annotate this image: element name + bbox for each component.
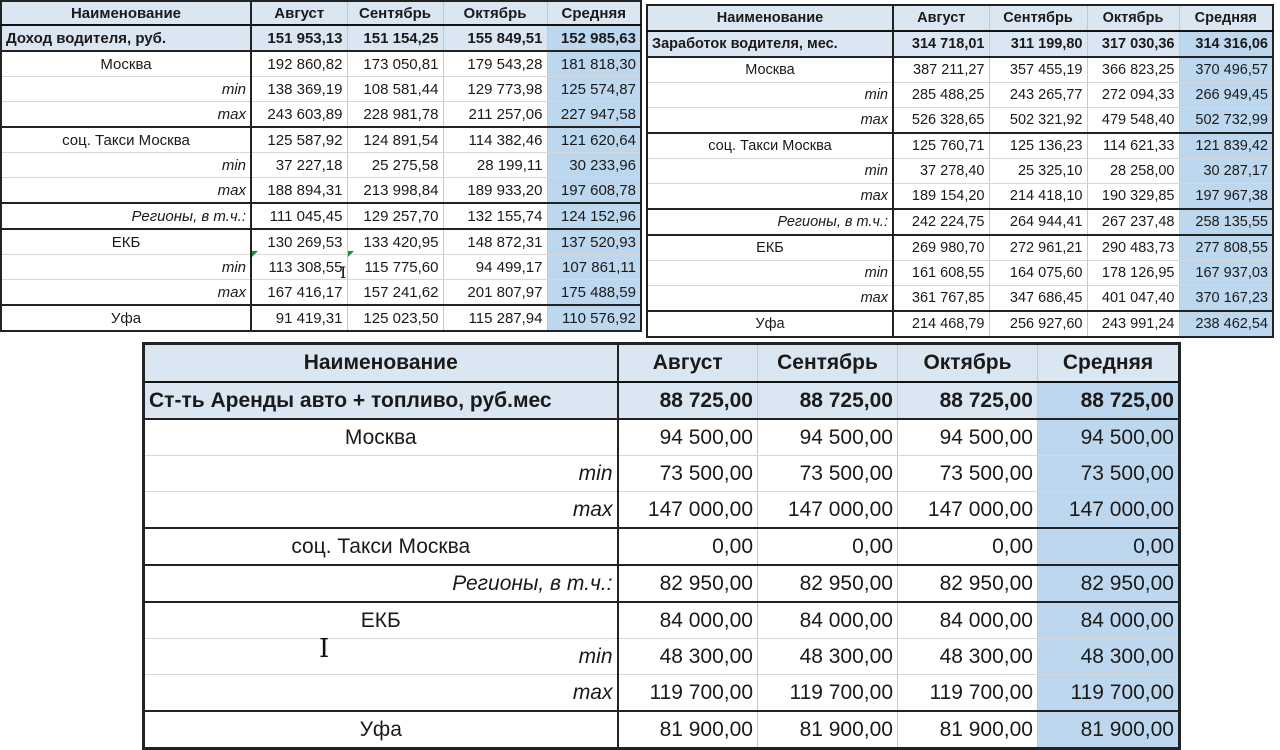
table-row: [647, 159, 1273, 184]
row-label[interactable]: Регионы, в т.ч.:: [647, 209, 893, 235]
cell-average[interactable]: 125 574,87: [547, 77, 641, 102]
cell-august[interactable]: 161 608,55: [893, 261, 989, 286]
cell-august[interactable]: 0,00: [618, 528, 758, 565]
cell-average[interactable]: 238 462,54: [1179, 311, 1273, 337]
header-row: [647, 5, 1273, 31]
table-row: [144, 456, 1180, 492]
cell-average[interactable]: 227 947,58: [547, 102, 641, 128]
row-label[interactable]: Уфа: [647, 311, 893, 337]
table-row: [647, 133, 1273, 159]
cell-august[interactable]: 269 980,70: [893, 235, 989, 261]
cell-october[interactable]: 147 000,00: [898, 492, 1038, 529]
cell-average[interactable]: 137 520,93: [547, 229, 641, 255]
cell-august[interactable]: 130 269,53: [251, 229, 347, 255]
cell-september[interactable]: 94 500,00: [758, 419, 898, 456]
table-row: [1, 178, 641, 204]
table-row: [1, 305, 641, 331]
cell-average[interactable]: 181 818,30: [547, 51, 641, 77]
table-row: [144, 528, 1180, 565]
table-row: [144, 711, 1180, 749]
header-october[interactable]: Октябрь: [1087, 5, 1179, 31]
table-row: [144, 382, 1180, 419]
cell-september[interactable]: 81 900,00: [758, 711, 898, 749]
header-average[interactable]: Средняя: [1179, 5, 1273, 31]
cell-average[interactable]: 88 725,00: [1038, 382, 1180, 419]
row-label[interactable]: min: [647, 83, 893, 108]
table-row: [144, 675, 1180, 712]
cell-october[interactable]: 211 257,06: [443, 102, 547, 128]
table-row: [1, 51, 641, 77]
cell-average[interactable]: 121 620,64: [547, 127, 641, 153]
cell-september[interactable]: 108 581,44: [347, 77, 443, 102]
row-label[interactable]: Москва: [1, 51, 251, 77]
cell-october[interactable]: 479 548,40: [1087, 108, 1179, 134]
header-september[interactable]: Сентябрь: [989, 5, 1087, 31]
table-row: [647, 286, 1273, 312]
cell-september[interactable]: 0,00: [758, 528, 898, 565]
cell-october[interactable]: 401 047,40: [1087, 286, 1179, 312]
header-august[interactable]: Август: [251, 1, 347, 25]
table-row: [1, 255, 641, 280]
cell-september[interactable]: 125 136,23: [989, 133, 1087, 159]
text-cursor-icon: I: [340, 263, 347, 282]
row-label[interactable]: min: [144, 456, 618, 492]
row-label[interactable]: Заработок водителя, мес.: [647, 31, 893, 57]
row-label[interactable]: min: [144, 639, 618, 675]
table-row: [1, 127, 641, 153]
table-row: [1, 77, 641, 102]
header-august[interactable]: Август: [893, 5, 989, 31]
cell-august[interactable]: 88 725,00: [618, 382, 758, 419]
cell-october[interactable]: 178 126,95: [1087, 261, 1179, 286]
cell-average[interactable]: 30 287,17: [1179, 159, 1273, 184]
cell-october[interactable]: 190 329,85: [1087, 184, 1179, 210]
cell-august[interactable]: 189 154,20: [893, 184, 989, 210]
cell-october[interactable]: 115 287,94: [443, 305, 547, 331]
cell-august[interactable]: 94 500,00: [618, 419, 758, 456]
cell-average[interactable]: 258 135,55: [1179, 209, 1273, 235]
header-august[interactable]: Август: [618, 344, 758, 383]
cell-average[interactable]: 48 300,00: [1038, 639, 1180, 675]
row-label[interactable]: max: [647, 108, 893, 134]
cell-september[interactable]: 347 686,45: [989, 286, 1087, 312]
cell-average[interactable]: 370 496,57: [1179, 57, 1273, 83]
cell-average[interactable]: 81 900,00: [1038, 711, 1180, 749]
cell-october[interactable]: 267 237,48: [1087, 209, 1179, 235]
cell-october[interactable]: 317 030,36: [1087, 31, 1179, 57]
cell-september[interactable]: 129 257,70: [347, 203, 443, 229]
cell-october[interactable]: 243 991,24: [1087, 311, 1179, 337]
table-row: [647, 83, 1273, 108]
cell-average[interactable]: 0,00: [1038, 528, 1180, 565]
cell-october[interactable]: 132 155,74: [443, 203, 547, 229]
cell-october[interactable]: 201 807,97: [443, 280, 547, 306]
table-row: [144, 492, 1180, 529]
row-label[interactable]: соц. Такси Москва: [1, 127, 251, 153]
row-label[interactable]: Уфа: [1, 305, 251, 331]
header-september[interactable]: Сентябрь: [347, 1, 443, 25]
income-table: [0, 0, 642, 332]
row-label[interactable]: min: [647, 159, 893, 184]
header-name[interactable]: Наименование: [647, 5, 893, 31]
cell-october[interactable]: 82 950,00: [898, 565, 1038, 602]
cell-october[interactable]: 48 300,00: [898, 639, 1038, 675]
table-row: [647, 184, 1273, 210]
cell-average[interactable]: 110 576,92: [547, 305, 641, 331]
cell-september[interactable]: 133 420,95: [347, 229, 443, 255]
cell-october[interactable]: 114 621,33: [1087, 133, 1179, 159]
row-label[interactable]: max: [647, 286, 893, 312]
header-name[interactable]: Наименование: [144, 344, 618, 383]
header-october[interactable]: Октябрь: [898, 344, 1038, 383]
cell-august[interactable]: 188 894,31: [251, 178, 347, 204]
cell-october[interactable]: 88 725,00: [898, 382, 1038, 419]
cell-august[interactable]: 37 227,18: [251, 153, 347, 178]
cell-average[interactable]: 107 861,11: [547, 255, 641, 280]
cell-september[interactable]: 228 981,78: [347, 102, 443, 128]
cell-august[interactable]: 361 767,85: [893, 286, 989, 312]
row-label[interactable]: max: [1, 178, 251, 204]
cell-average[interactable]: 197 608,78: [547, 178, 641, 204]
cell-average[interactable]: 266 949,45: [1179, 83, 1273, 108]
comment-marker-icon: [252, 251, 258, 257]
cell-august[interactable]: 84 000,00: [618, 602, 758, 639]
cell-september[interactable]: 124 891,54: [347, 127, 443, 153]
header-average[interactable]: Средняя: [1038, 344, 1180, 383]
table-row: [144, 565, 1180, 602]
cell-average[interactable]: 277 808,55: [1179, 235, 1273, 261]
header-row: [1, 1, 641, 25]
cell-august[interactable]: 147 000,00: [618, 492, 758, 529]
cell-august[interactable]: 192 860,82: [251, 51, 347, 77]
cell-september[interactable]: 88 725,00: [758, 382, 898, 419]
cell-september[interactable]: 157 241,62: [347, 280, 443, 306]
cell-august[interactable]: 81 900,00: [618, 711, 758, 749]
cell-september[interactable]: 357 455,19: [989, 57, 1087, 83]
cell-september[interactable]: 164 075,60: [989, 261, 1087, 286]
earnings-table: [646, 4, 1274, 338]
cell-october[interactable]: 189 933,20: [443, 178, 547, 204]
cell-average[interactable]: 121 839,42: [1179, 133, 1273, 159]
cell-september[interactable]: 502 321,92: [989, 108, 1087, 134]
cell-average[interactable]: 167 937,03: [1179, 261, 1273, 286]
table-row: [144, 602, 1180, 639]
cell-september[interactable]: 84 000,00: [758, 602, 898, 639]
row-label[interactable]: max: [1, 102, 251, 128]
row-label[interactable]: Доход водителя, руб.: [1, 25, 251, 51]
table-row: [1, 102, 641, 128]
cell-september[interactable]: 119 700,00: [758, 675, 898, 712]
table-row: [1, 229, 641, 255]
text-cursor-icon: I: [319, 634, 330, 664]
cell-august[interactable]: 314 718,01: [893, 31, 989, 57]
cell-average[interactable]: 502 732,99: [1179, 108, 1273, 134]
cell-september[interactable]: 125 023,50: [347, 305, 443, 331]
cell-average[interactable]: 94 500,00: [1038, 419, 1180, 456]
cell-october[interactable]: 119 700,00: [898, 675, 1038, 712]
cell-october[interactable]: 366 823,25: [1087, 57, 1179, 83]
cell-september[interactable]: 48 300,00: [758, 639, 898, 675]
cell-september[interactable]: 73 500,00: [758, 456, 898, 492]
table-row: [1, 203, 641, 229]
row-label[interactable]: min: [647, 261, 893, 286]
cell-september[interactable]: 147 000,00: [758, 492, 898, 529]
row-label[interactable]: Москва: [144, 419, 618, 456]
cell-average[interactable]: 73 500,00: [1038, 456, 1180, 492]
cell-october[interactable]: 28 258,00: [1087, 159, 1179, 184]
table-row: [647, 235, 1273, 261]
row-label[interactable]: min: [1, 153, 251, 178]
cell-october[interactable]: 84 000,00: [898, 602, 1038, 639]
cell-average[interactable]: 370 167,23: [1179, 286, 1273, 312]
cell-september[interactable]: 82 950,00: [758, 565, 898, 602]
cell-september[interactable]: 115 775,60: [347, 255, 443, 280]
table-row: [647, 108, 1273, 134]
cell-october[interactable]: 290 483,73: [1087, 235, 1179, 261]
row-label[interactable]: соц. Такси Москва: [144, 528, 618, 565]
header-september[interactable]: Сентябрь: [758, 344, 898, 383]
table-row: [647, 311, 1273, 337]
row-label[interactable]: Регионы, в т.ч.:: [1, 203, 251, 229]
cell-october[interactable]: 272 094,33: [1087, 83, 1179, 108]
cell-october[interactable]: 114 382,46: [443, 127, 547, 153]
cell-september[interactable]: 311 199,80: [989, 31, 1087, 57]
row-label[interactable]: Ст-ть Аренды авто + топливо, руб.мес: [144, 382, 618, 419]
cell-october[interactable]: 148 872,31: [443, 229, 547, 255]
cell-average[interactable]: 84 000,00: [1038, 602, 1180, 639]
header-row: [144, 344, 1180, 383]
cell-august[interactable]: 37 278,40: [893, 159, 989, 184]
cell-average[interactable]: 314 316,06: [1179, 31, 1273, 57]
row-label[interactable]: min: [1, 255, 251, 280]
cell-september[interactable]: 25 275,58: [347, 153, 443, 178]
cell-september[interactable]: 214 418,10: [989, 184, 1087, 210]
table-row: [1, 153, 641, 178]
cell-september[interactable]: 256 927,60: [989, 311, 1087, 337]
cell-september[interactable]: 213 998,84: [347, 178, 443, 204]
table-row: [144, 419, 1180, 456]
cell-august[interactable]: 113 308,55: [251, 255, 347, 280]
cell-august[interactable]: 214 468,79: [893, 311, 989, 337]
row-label[interactable]: min: [1, 77, 251, 102]
header-name[interactable]: Наименование: [1, 1, 251, 25]
cell-august[interactable]: 48 300,00: [618, 639, 758, 675]
cell-average[interactable]: 175 488,59: [547, 280, 641, 306]
row-label[interactable]: max: [144, 492, 618, 529]
cell-august[interactable]: 243 603,89: [251, 102, 347, 128]
cell-september[interactable]: 264 944,41: [989, 209, 1087, 235]
cell-october[interactable]: 94 499,17: [443, 255, 547, 280]
table-row: [1, 25, 641, 51]
cell-august[interactable]: 167 416,17: [251, 280, 347, 306]
table-row: [647, 261, 1273, 286]
row-label[interactable]: ЕКБ: [144, 602, 618, 639]
row-label[interactable]: max: [647, 184, 893, 210]
cell-average[interactable]: 124 152,96: [547, 203, 641, 229]
row-label[interactable]: Регионы, в т.ч.:: [144, 565, 618, 602]
cell-august[interactable]: 387 211,27: [893, 57, 989, 83]
cell-august[interactable]: 73 500,00: [618, 456, 758, 492]
cell-september[interactable]: 173 050,81: [347, 51, 443, 77]
row-label[interactable]: Москва: [647, 57, 893, 83]
comment-marker-icon: [348, 251, 354, 257]
cell-august[interactable]: 111 045,45: [251, 203, 347, 229]
cell-september[interactable]: 25 325,10: [989, 159, 1087, 184]
cell-august[interactable]: 242 224,75: [893, 209, 989, 235]
cell-average[interactable]: 82 950,00: [1038, 565, 1180, 602]
header-average[interactable]: Средняя: [547, 1, 641, 25]
table-row: [144, 639, 1180, 675]
cell-october[interactable]: 0,00: [898, 528, 1038, 565]
cell-average[interactable]: 119 700,00: [1038, 675, 1180, 712]
header-october[interactable]: Октябрь: [443, 1, 547, 25]
rent-table: [142, 342, 1181, 750]
cell-average[interactable]: 147 000,00: [1038, 492, 1180, 529]
cell-october[interactable]: 155 849,51: [443, 25, 547, 51]
cell-august[interactable]: 91 419,31: [251, 305, 347, 331]
row-label[interactable]: max: [144, 675, 618, 712]
row-label[interactable]: ЕКБ: [647, 235, 893, 261]
cell-average[interactable]: 197 967,38: [1179, 184, 1273, 210]
cell-august[interactable]: 82 950,00: [618, 565, 758, 602]
table-row: [1, 280, 641, 306]
cell-october[interactable]: 94 500,00: [898, 419, 1038, 456]
cell-october[interactable]: 73 500,00: [898, 456, 1038, 492]
row-label[interactable]: Уфа: [144, 711, 618, 749]
cell-august[interactable]: 125 760,71: [893, 133, 989, 159]
cell-august[interactable]: 125 587,92: [251, 127, 347, 153]
row-label[interactable]: ЕКБ: [1, 229, 251, 255]
cell-october[interactable]: 179 543,28: [443, 51, 547, 77]
cell-average[interactable]: 152 985,63: [547, 25, 641, 51]
table-row: [647, 31, 1273, 57]
cell-september[interactable]: 151 154,25: [347, 25, 443, 51]
table-row: [647, 209, 1273, 235]
cell-average[interactable]: 30 233,96: [547, 153, 641, 178]
cell-august[interactable]: 119 700,00: [618, 675, 758, 712]
cell-august[interactable]: 138 369,19: [251, 77, 347, 102]
cell-august[interactable]: 285 488,25: [893, 83, 989, 108]
cell-october[interactable]: 81 900,00: [898, 711, 1038, 749]
cell-september[interactable]: 243 265,77: [989, 83, 1087, 108]
cell-september[interactable]: 272 961,21: [989, 235, 1087, 261]
cell-august[interactable]: 526 328,65: [893, 108, 989, 134]
cell-august[interactable]: 151 953,13: [251, 25, 347, 51]
row-label[interactable]: max: [1, 280, 251, 306]
cell-october[interactable]: 129 773,98: [443, 77, 547, 102]
row-label[interactable]: соц. Такси Москва: [647, 133, 893, 159]
cell-october[interactable]: 28 199,11: [443, 153, 547, 178]
table-row: [647, 57, 1273, 83]
